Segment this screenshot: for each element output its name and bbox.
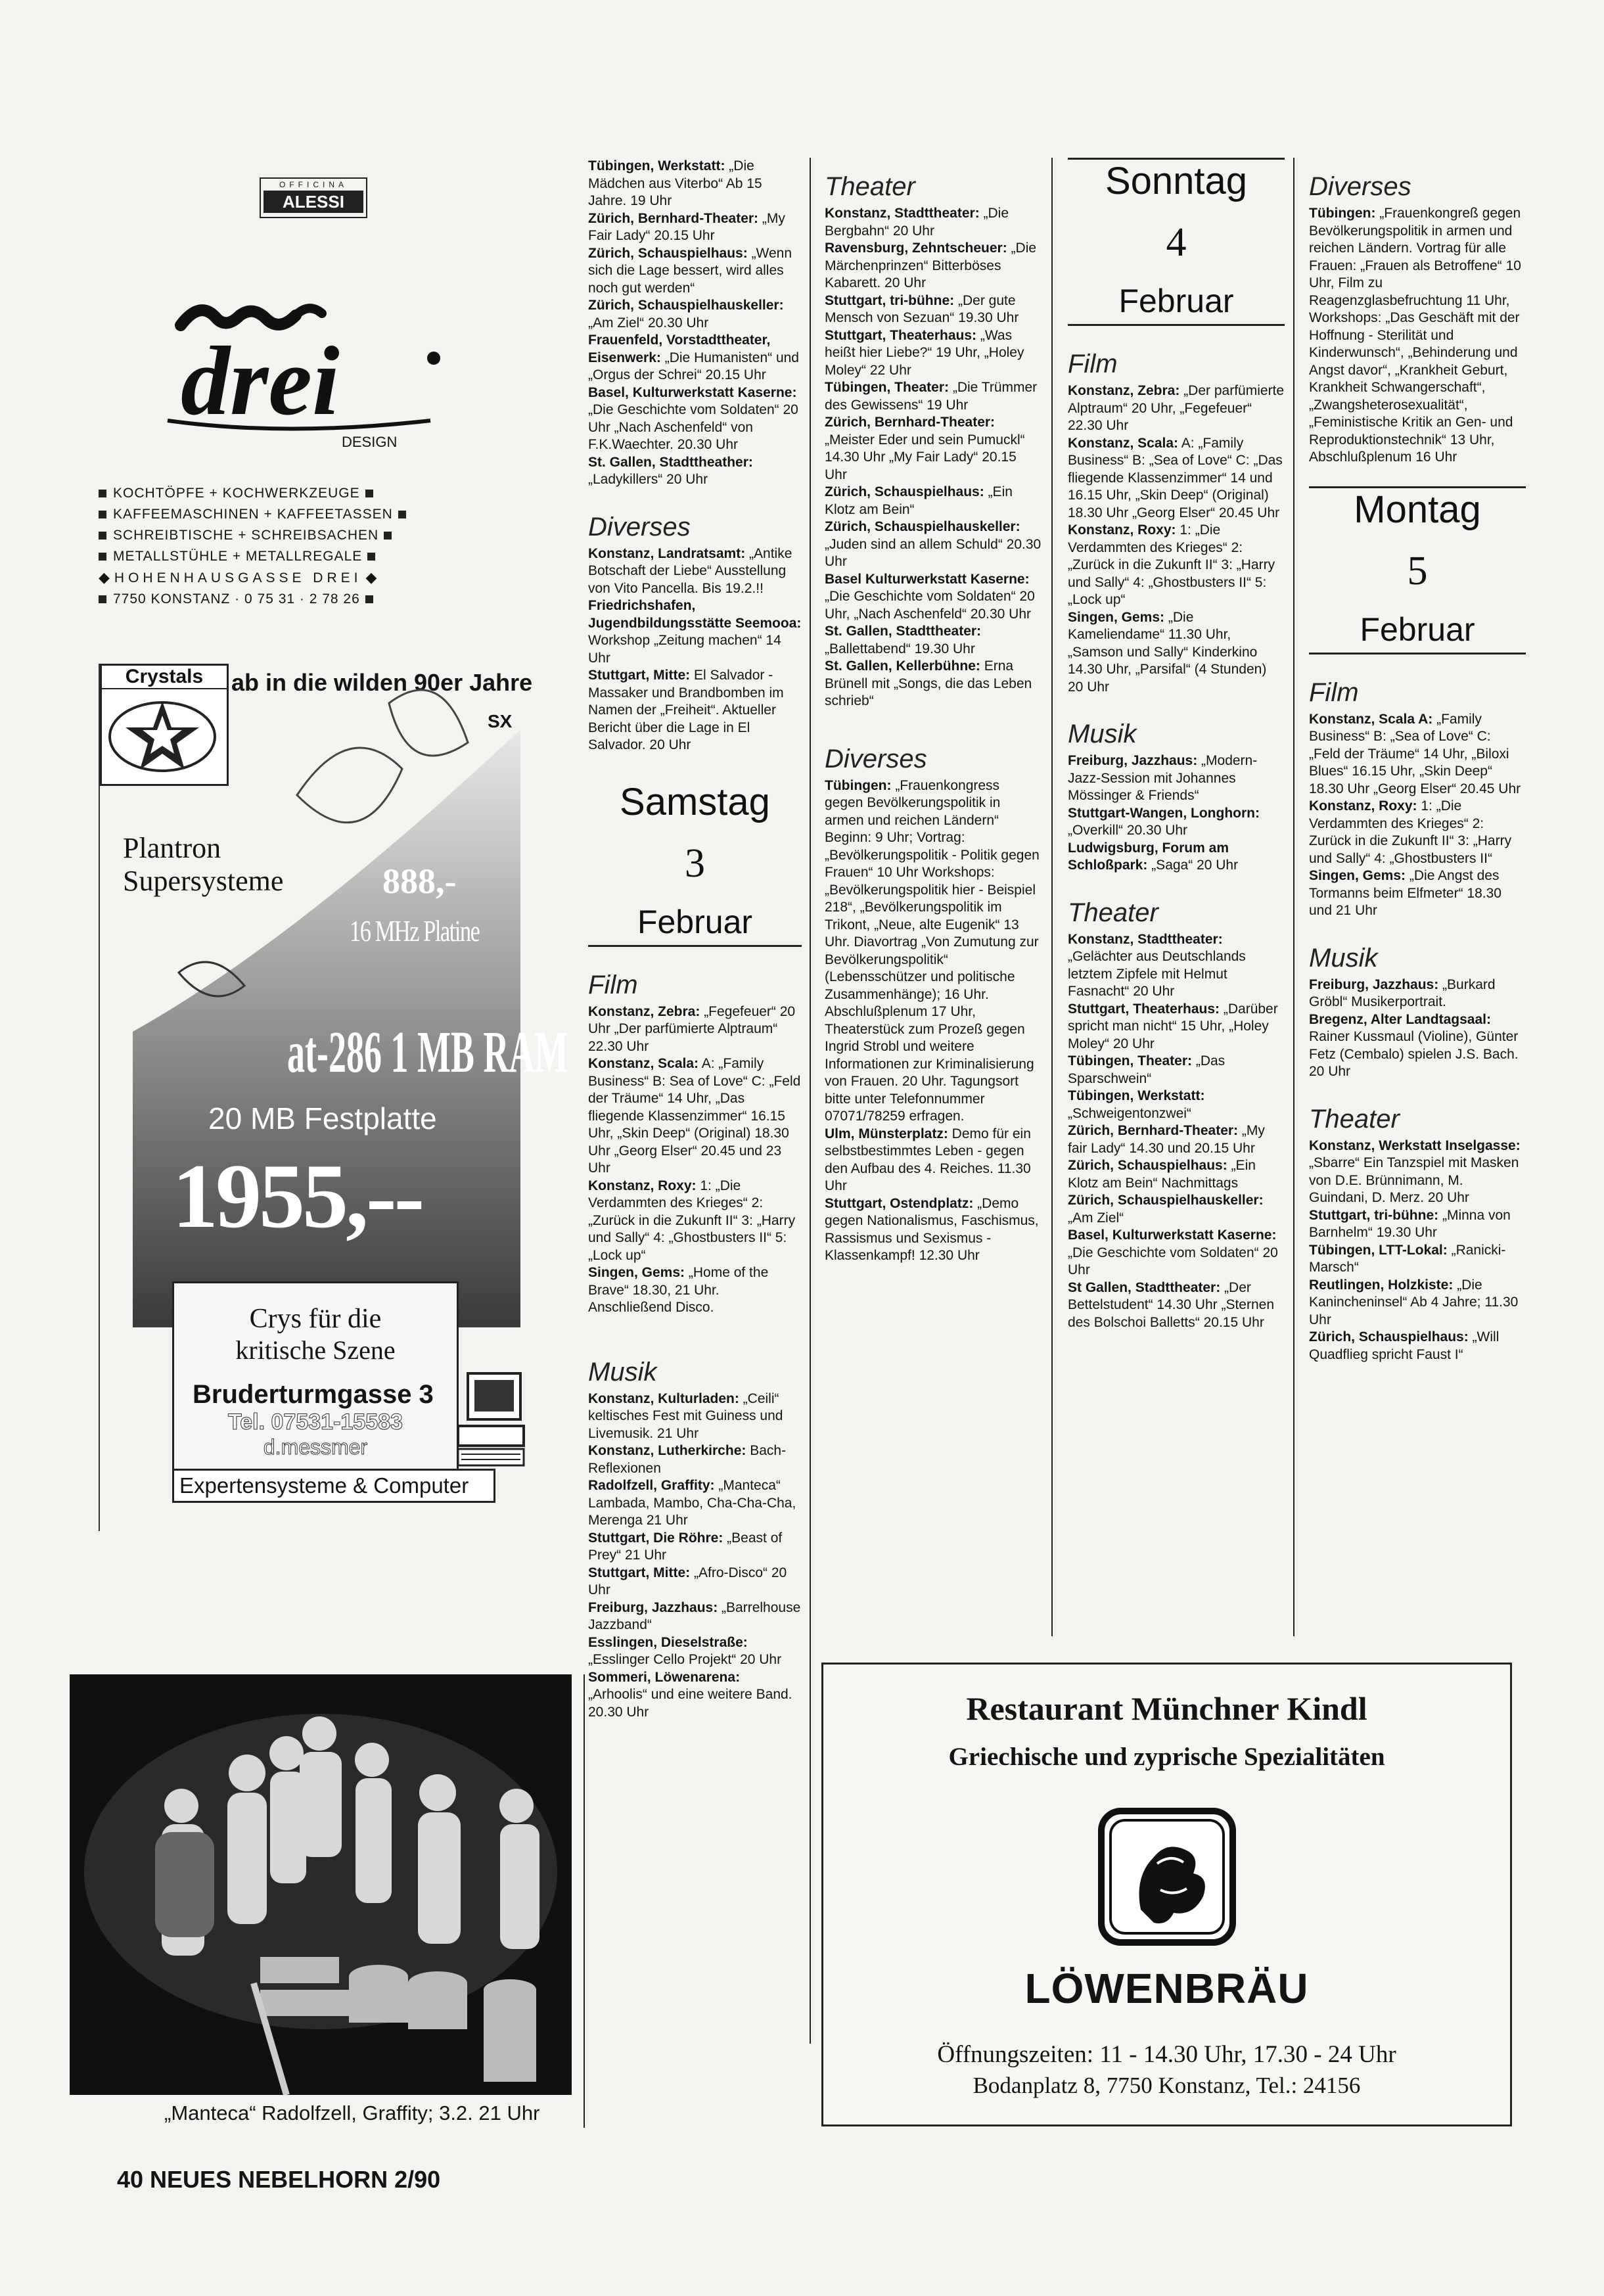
listing-entry — [1309, 1137, 1526, 1207]
ad-line: 7750 KONSTANZ · 0 75 31 · 2 78 26 — [99, 589, 473, 610]
listing-text: „Die Geschichte vom Soldaten“ 20 Uhr — [1068, 1245, 1278, 1277]
listing-entry — [1068, 382, 1285, 435]
listing-venue: Zürich, Schauspielhaus: — [825, 484, 984, 499]
listing-venue: Bregenz, Alter Landtagsaal: — [1309, 1011, 1491, 1027]
listing-venue: Stuttgart, Theaterhaus: — [1068, 1001, 1220, 1017]
loewenbraeu-lion-icon — [1095, 1804, 1239, 1949]
listing-venue: Konstanz, Roxy: — [588, 1178, 697, 1193]
listing-venue: Stuttgart, tri-bühne: — [825, 292, 955, 308]
listing-entry — [1068, 1122, 1285, 1157]
day-number: 4 — [1166, 220, 1187, 265]
listing-venue: Basel Kulturwerkstatt Kaserne: — [825, 571, 1030, 587]
listing-text: „Die Angst des Tormanns beim Elfmeter“ 18.30 und 21 Uhr — [1309, 868, 1501, 918]
listing-entry — [588, 1599, 802, 1634]
section-heading-musik: Musik — [1309, 943, 1378, 973]
listing-venue: Zürich, Bernhard-Theater: — [1068, 1123, 1239, 1138]
crystals-address-box — [172, 1281, 459, 1489]
listing-venue: Konstanz, Zebra: — [588, 1003, 700, 1019]
drei-script-word: drei — [181, 327, 340, 436]
listing-text: „Arhoolis“ und eine weitere Band. 20.30 Uhr — [588, 1687, 792, 1720]
col4-theater-listings — [1309, 1137, 1526, 1364]
col1-top-listings — [588, 158, 802, 489]
listing-venue: Friedrichshafen, Jugendbildungsstätte Seemooa: — [588, 598, 802, 631]
listing-text: „Ranicki-Marsch“ — [1309, 1242, 1506, 1275]
col4-film-listings — [1309, 711, 1526, 920]
listing-text: „Am Ziel“ — [1068, 1210, 1124, 1226]
crys-owner: d.messmer — [263, 1435, 368, 1459]
crystals-price-1955: 1955,-- — [172, 1145, 423, 1247]
restaurant-subtitle: Griechische und zyprische Spezialitäten — [948, 1743, 1385, 1771]
listing-entry — [588, 545, 802, 598]
section-heading-film: Film — [1068, 350, 1118, 379]
listing-text: „Die Bergbahn“ 20 Uhr — [825, 206, 1009, 239]
listing-entry — [1309, 1011, 1526, 1081]
listing-venue: Tübingen, Werkstatt: — [588, 158, 725, 173]
section-heading-film: Film — [588, 970, 638, 999]
listing-text: „Overkill“ 20.30 Uhr — [1068, 823, 1188, 838]
listing-entry — [1068, 1227, 1285, 1279]
listing-venue: Konstanz, Stadttheater: — [1068, 931, 1223, 947]
loewenbraeu-brand: LÖWENBRÄU — [1024, 1965, 1309, 2012]
listing-text: „My fair Lady“ 14.30 und 20.15 Uhr — [1068, 1123, 1265, 1156]
listing-entry — [825, 327, 1042, 380]
crys-address: Bruderturmgasse 3 — [193, 1380, 434, 1409]
col1-musik-listings — [588, 1390, 802, 1722]
crystals-plantron: Plantron — [123, 832, 221, 864]
day-number: 3 — [685, 840, 705, 886]
listing-entry — [825, 240, 1042, 292]
listing-venue: Tübingen, Theater: — [1068, 1053, 1192, 1068]
day-month: Februar — [1360, 610, 1475, 648]
listing-venue: Konstanz, Werkstatt Inselgasse: — [1309, 1137, 1521, 1153]
listing-entry — [1309, 1242, 1526, 1277]
day-name: Montag — [1354, 488, 1481, 531]
crystals-brand: Crystals — [102, 666, 227, 689]
alessi-name-text: ALESSI — [264, 191, 363, 213]
listing-text: „Manteca“ Lambada, Mambo, Cha-Cha-Cha, Merenga 21 Uhr — [588, 1478, 796, 1528]
listing-venue: Ulm, Münsterplatz: — [825, 1126, 948, 1141]
section-heading-theater: Theater — [825, 172, 915, 201]
section-heading-diverses: Diverses — [1309, 172, 1411, 201]
listing-venue: Frauenfeld, Vorstadttheater, Eisenwerk: — [588, 333, 771, 365]
listing-entry — [1309, 1207, 1526, 1242]
listing-entry — [588, 597, 802, 667]
ad-line: KOCHTÖPFE + KOCHWERKZEUGE — [99, 483, 473, 504]
col4-musik-listings — [1309, 976, 1526, 1081]
listing-venue: Tübingen: — [825, 777, 892, 793]
listing-entry — [588, 297, 802, 332]
listing-text: El Salvador - Massaker und Brandbomben im Namen der „Freiheit“. Aktueller Bericht über die Lage in El Salvador. 20 Uhr — [588, 668, 784, 752]
listing-text: Workshop „Zeitung machen“ 14 Uhr — [588, 633, 781, 666]
day-month: Februar — [1118, 283, 1234, 319]
col4-diverses-listings — [1309, 205, 1526, 467]
listing-entry — [1068, 840, 1285, 875]
listing-venue: Ravensburg, Zehntscheuer: — [825, 241, 1007, 256]
listing-venue: Zürich, Schauspielhauskeller: — [825, 519, 1020, 534]
listing-text: „Darüber spricht man nicht“ 15 Uhr, „Holey Moley“ 20 Uhr — [1068, 1001, 1278, 1051]
listing-entry — [825, 292, 1042, 327]
listing-venue: Esslingen, Dieselstraße: — [588, 1634, 748, 1650]
listing-venue: Stuttgart, tri-bühne: — [1309, 1207, 1439, 1223]
crystals-sx: SX — [488, 711, 513, 731]
listing-entry — [588, 1442, 802, 1477]
section-heading-musik: Musik — [1068, 720, 1137, 748]
listing-text: „Juden sind an allem Schuld“ 20.30 Uhr — [825, 536, 1042, 569]
listing-entry — [1309, 205, 1526, 467]
col3-theater-listings — [1068, 931, 1285, 1332]
listing-entry — [588, 1264, 802, 1317]
listing-text: „Beast of Prey“ 21 Uhr — [588, 1530, 783, 1563]
section-heading-musik: Musik — [588, 1357, 657, 1387]
listing-text: „Minna von Barnhelm“ 19.30 Uhr — [1309, 1207, 1511, 1240]
drei-script-logo — [154, 279, 463, 437]
listing-entry — [1309, 867, 1526, 920]
day-header-samstag — [588, 781, 802, 947]
listing-entry — [588, 1055, 802, 1178]
listing-venue: Freiburg, Jazzhaus: — [1309, 976, 1439, 992]
listing-venue: Singen, Gems: — [1309, 868, 1406, 883]
day-header-montag — [1309, 486, 1526, 654]
divider — [1051, 158, 1053, 1636]
listing-text: „Das Sparschwein“ — [1068, 1053, 1226, 1086]
listing-entry — [825, 658, 1042, 710]
col1-diverses-listings — [588, 545, 802, 754]
listing-venue: Konstanz, Scala A: — [1309, 711, 1433, 727]
listing-text: „Frauenkongress gegen Bevölkerungspolitik in armen und reichen Ländern“ Beginn: 9 Uhr; Vortrag: „Bevölkerungspolitik - Politik gegen Frauen“ 10 Uhr Workshops: „Bevölkerungspolitik hier - Beispiel 218“, „Bevölkerungspolitik im Trikont, „Neue, alte Eugenik“ 13 Uhr. Diavortrag „Von Zumutung zur Bevölkerungspolitik“ (Lebensschützer und politische Zusammenhänge); 16 Uhr. Abschlußplenum 17 Uhr, Theaterstück zum Prozeß gegen Ingrid Strobl und weitere Informationen zur Kriminalisierung von Frauen. 20 Uhr. Tagungsort bitte unter Telefonnummer 07071/78259 erfragen. — [825, 777, 1040, 1124]
listing-entry — [825, 379, 1042, 414]
listing-entry — [825, 623, 1042, 658]
listing-entry — [588, 1477, 802, 1530]
listing-entry — [825, 571, 1042, 624]
listing-text: „Ein Klotz am Bein“ — [825, 484, 1013, 517]
listing-venue: Konstanz, Scala: — [588, 1056, 699, 1071]
listing-text: „My Fair Lady“ 20.15 Uhr — [588, 210, 785, 243]
page-footer: 40 NEUES NEBELHORN 2/90 — [117, 2166, 441, 2193]
restaurant-address: Bodanplatz 8, 7750 Konstanz, Tel.: 24156 — [973, 2073, 1361, 2098]
listing-venue: Basel, Kulturwerkstatt Kaserne: — [588, 384, 797, 400]
listing-text: „Will Quadflieg spricht Faust I“ — [1309, 1329, 1500, 1362]
listing-text: „Ceili“ keltisches Fest mit Guiness und Livemusik. 21 Uhr — [588, 1390, 783, 1441]
listing-text: „Home of the Brave“ 18.30, 21 Uhr. Anschließend Disco. — [588, 1265, 769, 1315]
listing-text: „Burkard Gröbl“ Musikerportrait. — [1309, 976, 1496, 1009]
listing-entry — [1068, 1279, 1285, 1332]
listing-venue: St. Gallen, Kellerbühne: — [825, 658, 980, 674]
listing-entry — [588, 1565, 802, 1599]
listing-text: „Die Märchenprinzen“ Bitterböses Kabarett. 20 Uhr — [825, 241, 1037, 290]
ad-line: SCHREIBTISCHE + SCHREIBSACHEN — [99, 525, 473, 546]
day-number: 5 — [1407, 548, 1428, 593]
listing-text: „Barrelhouse Jazzband“ — [588, 1599, 801, 1632]
crystals-platine: 16 MHz Platine — [350, 914, 480, 948]
listing-venue: Tübingen, LTT-Lokal: — [1309, 1242, 1448, 1258]
section-heading-diverses: Diverses — [825, 744, 927, 773]
listing-text: „Der gute Mensch von Sezuan“ 19.30 Uhr — [825, 292, 1019, 325]
listing-text: „Ladykillers“ 20 Uhr — [588, 472, 708, 487]
listing-venue: Zürich, Bernhard-Theater: — [588, 210, 759, 226]
restaurant-hours: Öffnungszeiten: 11 - 14.30 Uhr, 17.30 - 24 Uhr — [937, 2041, 1396, 2068]
band-photo-image — [70, 1674, 572, 2095]
listing-venue: Freiburg, Jazzhaus: — [1068, 753, 1198, 768]
listing-venue: Stuttgart, Theaterhaus: — [825, 327, 977, 343]
listing-text: „Gelächter aus Deutschlands letztem Zipfele mit Helmut Fasnacht“ 20 Uhr — [1068, 949, 1246, 999]
listings-column-2 — [825, 158, 1042, 1265]
crys-tel: Tel. 07531-15583 — [228, 1410, 403, 1435]
listing-text: A: „Family Business“ B: Sea of Love“ C: „Feld der Träume“ 14 Uhr, „Das fliegende Klassenzimmer“ 16.15 Uhr, „Skin Deep“ (Original) 18.30 Uhr „Georg Elser“ 20.45 und 23 Uhr — [588, 1056, 801, 1176]
listing-venue: Ludwigsburg, Forum am Schloßpark: — [1068, 840, 1229, 873]
ad-crystals — [99, 664, 568, 1531]
listing-venue: Stuttgart, Die Röhre: — [588, 1530, 723, 1546]
listing-venue: Tübingen: — [1309, 206, 1376, 221]
listing-entry — [588, 384, 802, 454]
listing-venue: Konstanz, Zebra: — [1068, 383, 1180, 398]
listing-entry — [825, 777, 1042, 1126]
col3-film-listings — [1068, 382, 1285, 696]
listing-text: „Ballettabend“ 19.30 Uhr — [825, 641, 975, 656]
listing-entry — [1309, 798, 1526, 867]
listing-entry — [825, 1195, 1042, 1265]
listing-text: „Die Humanisten“ und „Orgus der Schrei“ 20.15 Uhr — [588, 350, 799, 382]
listing-entry — [588, 1003, 802, 1056]
crystals-footer: Expertensysteme & Computer — [172, 1469, 495, 1503]
listing-entry — [1068, 1192, 1285, 1227]
listing-entry — [588, 454, 802, 489]
listing-entry — [1068, 1088, 1285, 1122]
listing-entry — [1068, 1001, 1285, 1053]
crystals-festplatte: 20 MB Festplatte — [208, 1101, 437, 1136]
listing-venue: Zürich, Schauspielhauskeller: — [588, 298, 784, 313]
day-month: Februar — [637, 903, 753, 940]
section-heading-theater: Theater — [1309, 1104, 1400, 1134]
listing-entry — [825, 484, 1042, 518]
listing-entry — [588, 210, 802, 245]
photo-caption: „Manteca“ Radolfzell, Graffity; 3.2. 21 Uhr — [164, 2101, 540, 2124]
listing-text: 1: „Die Verdammten des Krieges“ 2: „Zurück in die Zukunft II“ 3: „Harry und Sally“ 4: „Ghostbusters II“ 5: „Lock up“ — [1068, 522, 1275, 607]
day-name: Samstag — [620, 780, 770, 823]
listing-venue: Reutlingen, Holzkiste: — [1309, 1277, 1454, 1293]
col3-musik-listings — [1068, 752, 1285, 875]
listing-venue: Stuttgart, Mitte: — [588, 668, 691, 683]
ad-product-lines — [99, 483, 473, 610]
listing-entry — [588, 667, 802, 754]
day-name: Sonntag — [1105, 160, 1248, 202]
listing-venue: St Gallen, Stadttheater: — [1068, 1279, 1221, 1295]
listing-entry — [1068, 1157, 1285, 1192]
listing-text: Rainer Kussmaul (Violine), Günter Fetz (Cembalo) spielen J.S. Bach. 20 Uhr — [1309, 1029, 1519, 1079]
listing-venue: Sommeri, Löwenarena: — [588, 1669, 741, 1685]
design-label: DESIGN — [342, 434, 398, 450]
listing-entry — [588, 1669, 802, 1722]
listing-text: Demo für ein selbstbestimmtes Leben - gegen den Aufbau des 4. Reiches. 11.30 Uhr — [825, 1126, 1031, 1193]
listing-entry — [1068, 522, 1285, 609]
listing-text: „Die Kanincheninsel“ Ab 4 Jahre; 11.30 Uhr — [1309, 1277, 1519, 1327]
restaurant-name: Restaurant Münchner Kindl — [966, 1690, 1367, 1727]
listing-text: Bach-Reflexionen — [588, 1443, 787, 1476]
listing-text: Erna Brünell mit „Songs, die das Leben schrieb“ — [825, 658, 1032, 708]
listing-text: „Der Bettelstudent“ 14.30 Uhr „Sternen des Bolschoi Balletts“ 20.15 Uhr — [1068, 1279, 1275, 1330]
listing-venue: Konstanz, Roxy: — [1309, 798, 1417, 814]
listing-text: „Der parfümierte Alptraum“ 20 Uhr, „Fegefeuer“ 22.30 Uhr — [1068, 383, 1285, 433]
divider — [584, 1674, 585, 2128]
listing-venue: Konstanz, Kulturladen: — [588, 1390, 739, 1406]
listing-venue: Konstanz, Scala: — [1068, 435, 1179, 451]
listing-text: „Die Mädchen aus Viterbo“ Ab 15 Jahre. 19 Uhr — [588, 158, 762, 208]
listing-text: „Fegefeuer“ 20 Uhr „Der parfümierte Alptraum“ 22.30 Uhr — [588, 1003, 796, 1054]
listing-entry — [1309, 1329, 1526, 1364]
day-header-sonntag — [1068, 158, 1285, 326]
listing-text: „Modern-Jazz-Session mit Johannes Mössinger & Friends“ — [1068, 753, 1258, 803]
listing-venue: St. Gallen, Stadttheather: — [588, 454, 753, 470]
listing-entry — [588, 1530, 802, 1565]
col2-theater-listings — [825, 205, 1042, 710]
listing-entry — [1068, 609, 1285, 697]
listing-text: 1: „Die Verdammten des Krieges“ 2: Zurück in die Zukunft II“ 3: „Harry und Sally“ 4: „Ghostbusters II“ — [1309, 798, 1512, 866]
listings-column-3 — [1068, 158, 1285, 1331]
ad-dreidesign — [99, 168, 473, 641]
listing-entry — [1068, 805, 1285, 840]
listing-entry — [588, 1178, 802, 1265]
listing-venue: Zürich, Schauspielhaus: — [1068, 1158, 1227, 1173]
listing-entry — [825, 414, 1042, 484]
listing-text: „Ein Klotz am Bein“ Nachmittags — [1068, 1158, 1256, 1191]
crys-line2: kritische Szene — [235, 1335, 396, 1365]
crystals-price-888: 888,- — [382, 861, 457, 901]
listing-venue: Singen, Gems: — [1068, 609, 1165, 625]
listing-entry — [1068, 1053, 1285, 1088]
alessi-logo — [260, 177, 367, 218]
listing-text: „Die Kameliendame“ 11.30 Uhr, „Samson und Sally“ Kinderkino 14.30 Uhr, „Parsifal“ (4 Stunden) 20 Uhr — [1068, 609, 1267, 695]
listing-entry — [588, 245, 802, 298]
listing-venue: Stuttgart, Ostendplatz: — [825, 1195, 974, 1211]
col2-diverses-listings — [825, 777, 1042, 1265]
section-heading-film: Film — [1309, 677, 1359, 707]
listing-text: „Family Business“ B: „Sea of Love“ C: „Feld der Träume“ 14 Uhr, „Biloxi Blues“ 16.15 Uhr, „Skin Deep“ 18.30 Uhr „Georg Elser“ 20.45 Uhr — [1309, 711, 1521, 796]
listing-venue: Konstanz, Landratsamt: — [588, 545, 746, 561]
crystals-supersysteme: Supersysteme — [123, 865, 284, 897]
listing-text: „Die Geschichte vom Soldaten“ 20 Uhr, „Nach Aschenfeld“ 20.30 Uhr — [825, 589, 1035, 622]
ad-restaurant — [821, 1663, 1512, 2126]
band-photo — [70, 1674, 572, 2095]
divider — [810, 158, 811, 2044]
listing-venue: Zürich, Bernhard-Theater: — [825, 415, 996, 430]
listings-column-4 — [1309, 158, 1526, 1364]
listing-entry — [825, 518, 1042, 571]
listing-entry — [1068, 752, 1285, 805]
listing-venue: Stuttgart, Mitte: — [588, 1565, 691, 1580]
ad-line: KAFFEEMASCHINEN + KAFFEETASSEN — [99, 504, 473, 525]
ad-line: METALLSTÜHLE + METALLREGALE — [99, 546, 473, 567]
listing-text: 1: „Die Verdammten des Krieges“ 2: „Zurück in die Zukunft II“ 3: „Harry und Sally“ 4: „Ghostbusters II“ 5: „Lock up“ — [588, 1178, 796, 1263]
listing-entry — [1309, 1277, 1526, 1329]
listing-venue: Zürich, Schauspielhauskeller: — [1068, 1193, 1264, 1208]
listing-text: „Afro-Disco“ 20 Uhr — [588, 1565, 787, 1597]
listing-text: „Die Trümmer des Gewissens“ 19 Uhr — [825, 380, 1038, 413]
listing-entry — [588, 1390, 802, 1443]
listing-text: „Saga“ 20 Uhr — [1147, 858, 1239, 873]
listing-venue: Konstanz, Stadttheater: — [825, 206, 980, 221]
listing-venue: Zürich, Schauspielhaus: — [1309, 1329, 1469, 1344]
listing-entry — [588, 1634, 802, 1669]
listing-venue: St. Gallen, Stadttheater: — [825, 624, 982, 639]
listing-entry — [825, 1126, 1042, 1195]
listing-entry — [1068, 435, 1285, 522]
listing-venue: Konstanz, Roxy: — [1068, 522, 1176, 538]
listing-entry — [1309, 976, 1526, 1011]
listing-text: „Was heißt hier Liebe?“ 19 Uhr, „Holey Moley“ 22 Uhr — [825, 327, 1024, 378]
listings-column-1 — [588, 158, 802, 1721]
crys-line1: Crys für die — [249, 1304, 382, 1334]
section-heading-theater: Theater — [1068, 898, 1158, 927]
divider — [1293, 158, 1295, 1636]
listing-text: „Frauenkongreß gegen Bevölkerungspolitik in armen und reichen Ländern. Vortrag für alle Frauen: „Frauen als Betroffene“ 10 Uhr, Film zu Reagenzglasbefruchtung 11 Uhr, Workshops: „Das Geschäft mit der Hoffnung - Sterilität und Kinderwunsch“, „Behinderung und Angst davor“, „Krankheit Geburt, Krankheit Schwangerschaft“, „Zwangsheterosexualität“, „Feministische Kritik an Gen- und Reproduktionstechnik“ 13 Uhr, Abschlußplenum 16 Uhr — [1309, 206, 1521, 465]
listing-text: „Die Geschichte vom Soldaten“ 20 Uhr „Nach Aschenfeld“ von F.K.Waechter. 20.30 Uhr — [588, 402, 798, 452]
listing-venue: Tübingen, Werkstatt: — [1068, 1088, 1205, 1103]
listing-text: „Schweigentonzwei“ — [1068, 1105, 1191, 1121]
listing-entry — [825, 205, 1042, 240]
listing-venue: Tübingen, Theater: — [825, 380, 949, 395]
listing-entry — [588, 158, 802, 210]
col1-film-listings — [588, 1003, 802, 1317]
crystals-ram: at-286 1 MB RAM — [287, 1020, 568, 1085]
listing-venue: Basel, Kulturwerkstatt Kaserne: — [1068, 1228, 1277, 1243]
listing-text: „Demo gegen Nationalismus, Faschismus, Rassismus und Sexismus - Klassenkampf! 12.30 Uhr — [825, 1195, 1039, 1263]
listing-text: „Wenn sich die Lage bessert, wird alles noch gut werden“ — [588, 245, 792, 296]
listing-venue: Singen, Gems: — [588, 1265, 685, 1280]
listing-entry — [1309, 711, 1526, 798]
listing-entry — [588, 332, 802, 384]
listing-venue: Freiburg, Jazzhaus: — [588, 1599, 718, 1615]
listing-text: „Esslinger Cello Projekt“ 20 Uhr — [588, 1652, 782, 1667]
listing-text: „Meister Eder und sein Pumuckl“ 14.30 Uhr „My Fair Lady“ 20.15 Uhr — [825, 432, 1025, 482]
computer-icon — [455, 1370, 527, 1469]
section-heading-diverses: Diverses — [588, 512, 691, 541]
listing-venue: Stuttgart-Wangen, Longhorn: — [1068, 805, 1260, 821]
listing-venue: Zürich, Schauspielhaus: — [588, 245, 748, 261]
listing-text: „Am Ziel“ 20.30 Uhr — [588, 315, 709, 331]
crystals-headline: ab in die wilden 90er Jahre — [231, 669, 533, 696]
listing-text: „Antike Botschaft der Liebe“ Ausstellung von Vito Pancella. Bis 19.2.!! — [588, 545, 792, 596]
listing-text: „Sbarre“ Ein Tanzspiel mit Masken von D.E. Brünnimann, M. Guindani, D. Merz. 20 Uhr — [1309, 1155, 1519, 1205]
listing-venue: Konstanz, Lutherkirche: — [588, 1443, 746, 1458]
alessi-top-text: OFFICINA — [279, 180, 348, 189]
listing-venue: Radolfzell, Graffity: — [588, 1478, 715, 1493]
listing-text: A: „Family Business“ B: „Sea of Love“ C: „Das fliegende Klassenzimmer“ 14 und 16.15 Uhr, „Skin Deep“ (Original) 18.30 Uhr „Georg Elser“ 20.45 Uhr — [1068, 435, 1283, 520]
listing-entry — [1068, 931, 1285, 1001]
ad-line: ◆ HOHENHAUSGASSE DREI ◆ — [99, 569, 378, 585]
